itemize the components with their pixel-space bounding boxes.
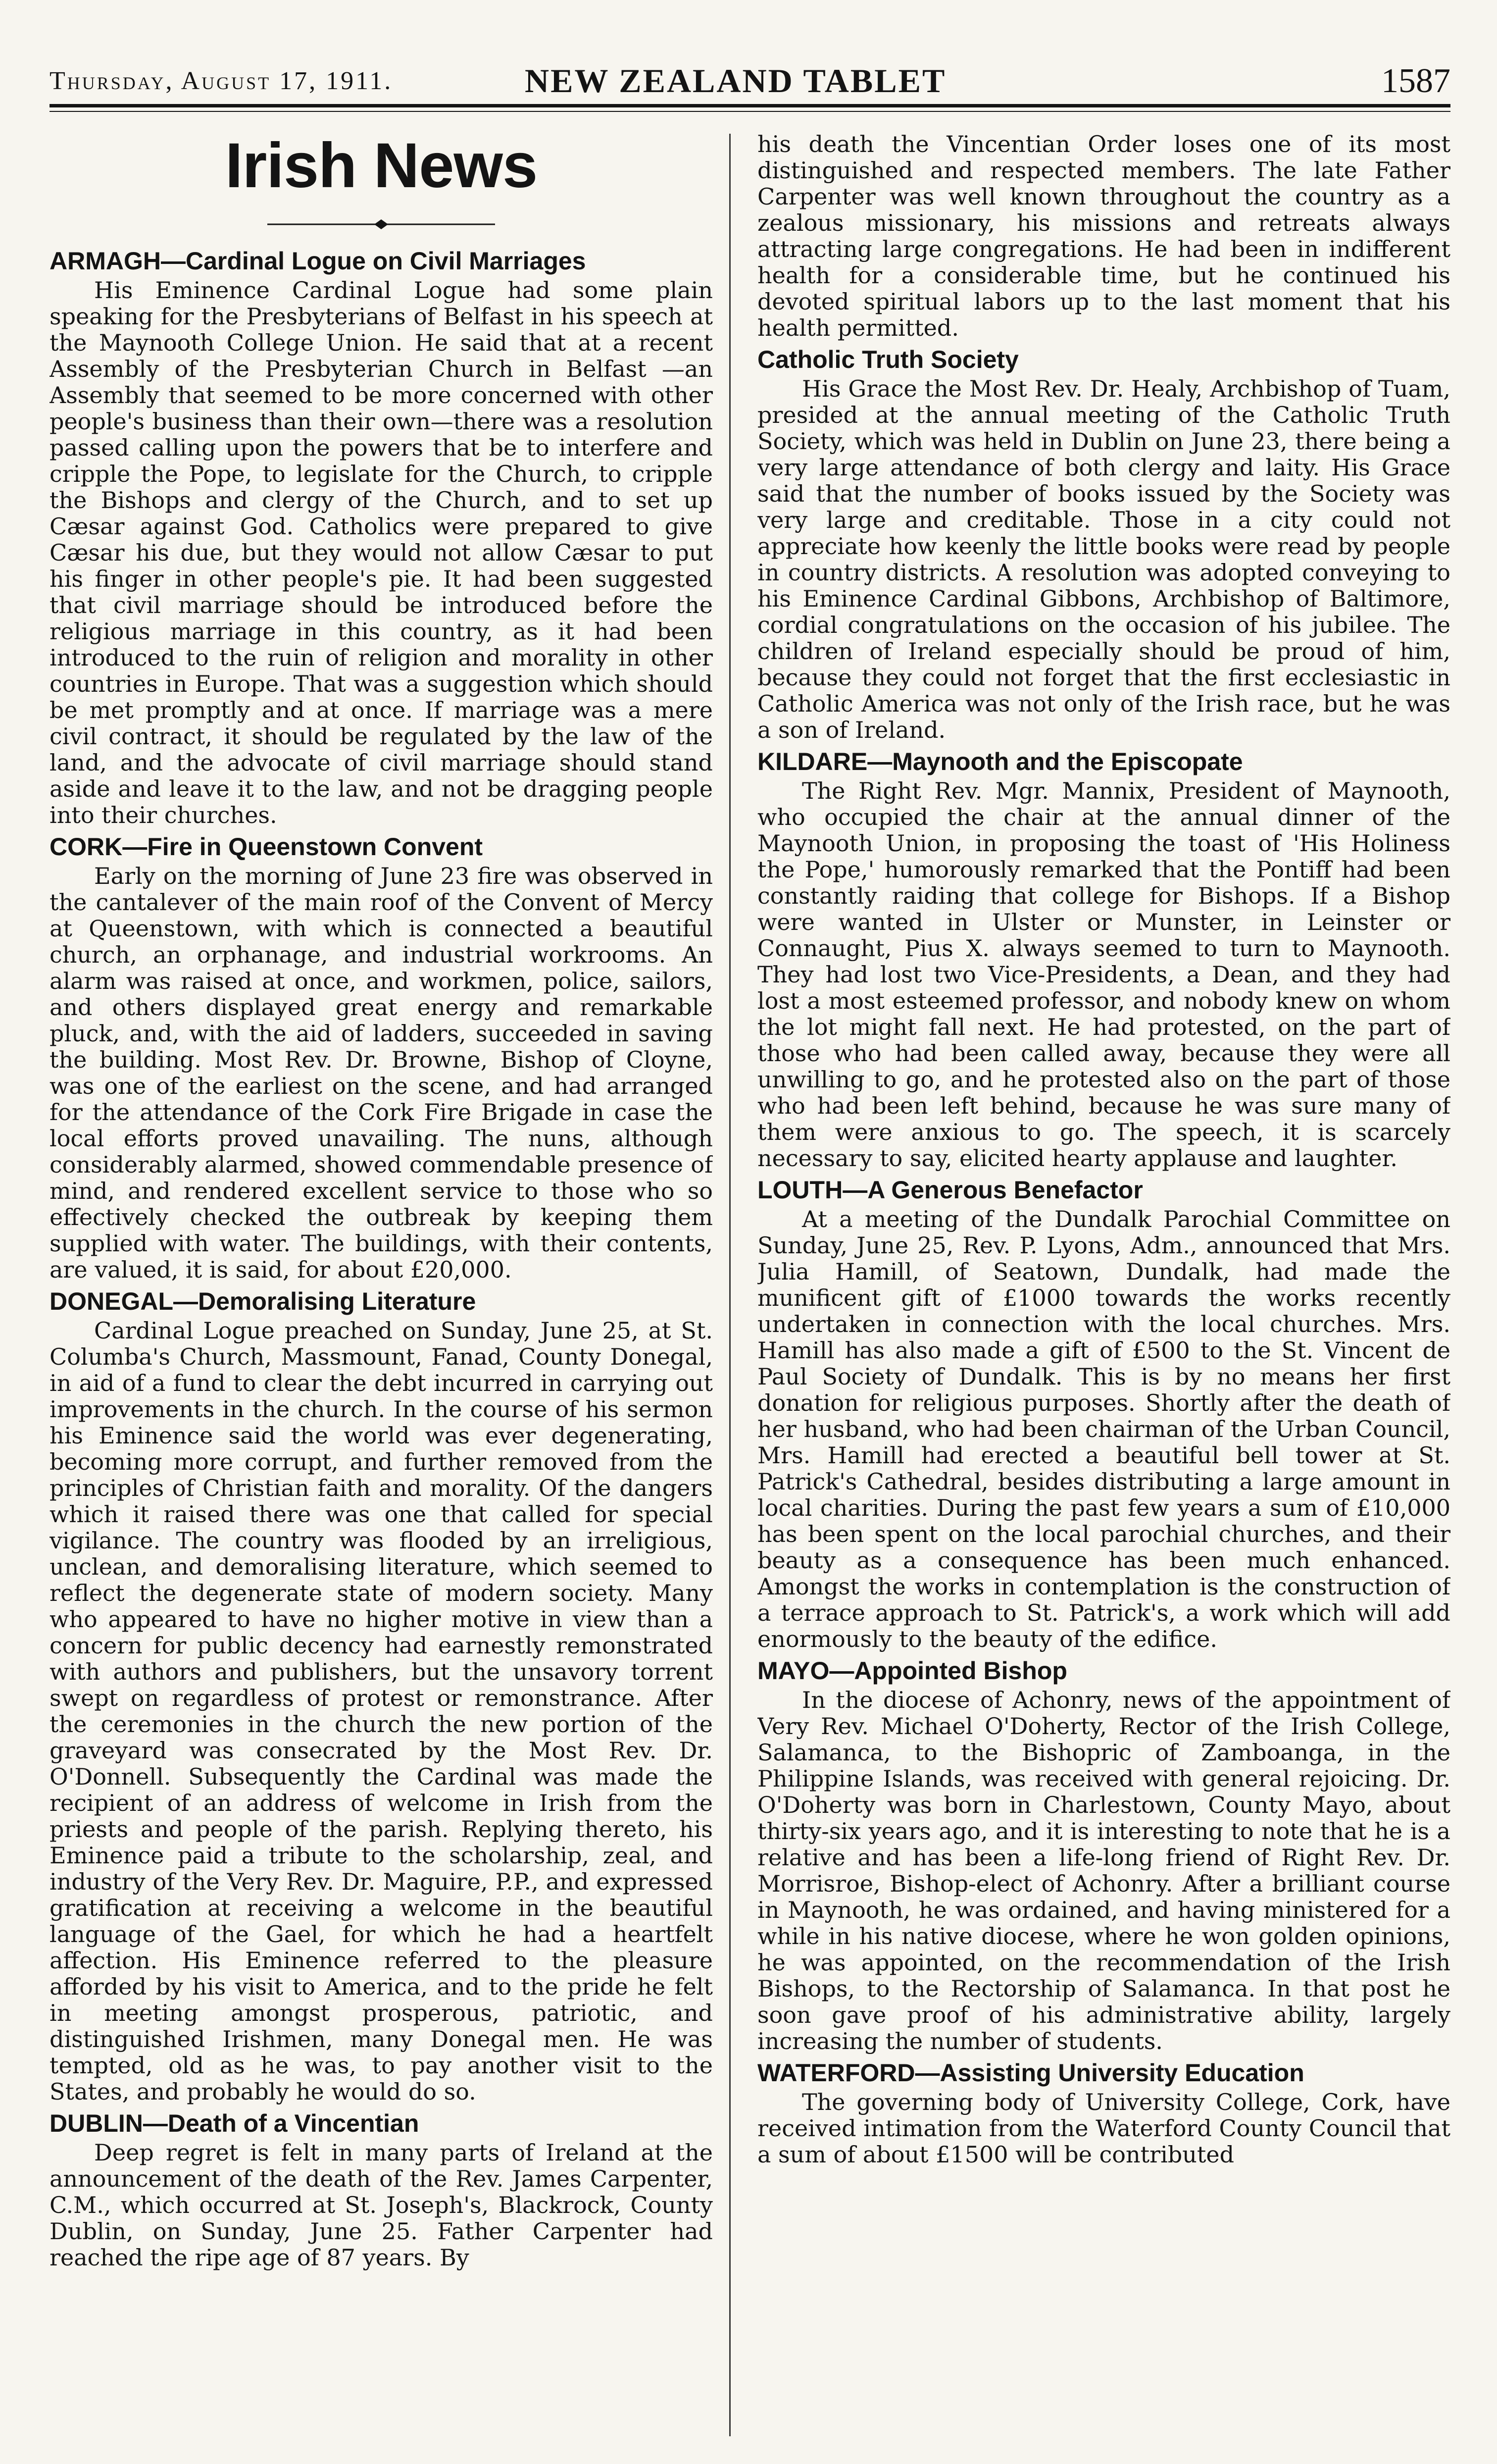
article-heading-donegal: DONEGAL—Demoralising Literature <box>50 1287 476 1315</box>
article-heading-dublin: DUBLIN—Death of a Vincentian <box>50 2109 419 2137</box>
article-body-armagh: His Eminence Cardinal Logue had some plain speaking for the Presbyterians of Belfast in his speech at the Maynooth College Union. He said that at a recent Assembly of the Presbyterian Church in Belfast —an Assembly that seemed to be more concerned with other people's business than their own—there was a resolution passed calling upon the powers that be to interfere and cripple the Pope, to legislate for the Church, to cripple the Bishops and clergy of the Church, and to set up Cæsar against God. Catholics were prepared to give Cæsar his due, but they would not allow Cæsar to put his finger in other people's pie. It had been suggested that civil marriage should be introduced before the religious marriage in this country, as it had been introduced to the ruin of religion and morality in other countries in Europe. That was a suggestion which should be met promptly and at once. If marriage was a mere civil contract, it should be regulated by the law of the land, and the advocate of civil marriage should stand aside and leave it to the law, and not be dragging people into their churches. <box>50 277 713 828</box>
right-column <box>757 131 1450 2449</box>
article-body-waterford: The governing body of University College, Cork, have received intimation from the Waterford County Council that a sum of about £1500 will be contributed <box>757 2089 1450 2168</box>
article-heading-louth: LOUTH—A Generous Benefactor <box>757 1176 1143 1204</box>
masthead <box>50 59 1450 104</box>
article-body-donegal: Cardinal Logue preached on Sunday, June 25, at St. Columba's Church, Massmount, Fanad, County Donegal, in aid of a fund to clear the debt incurred in carrying out improvements in the church. In the course of his sermon his Eminence said the world was ever degenerating, becoming more corrupt, and further removed from the principles of Christian faith and morality. Of the dangers which it raised there was one that called for special vigilance. The country was flooded by an irreligious, unclean, and demoralising literature, which seemed to reflect the degenerate state of modern society. Many who appeared to have no higher motive in view than a concern for public decency had earnestly remonstrated with authors and publishers, but the unsavory torrent swept on regardless of protest or remonstrance. After the ceremonies in the church the new portion of the graveyard was consecrated by the Most Rev. Dr. O'Donnell. Subsequently the Cardinal was made the recipient of an address of welcome in Irish from the priests and people of the parish. Replying thereto, his Eminence paid a tribute to the scholarship, zeal, and industry of the Very Rev. Dr. Maguire, P.P., and expressed gratification at receiving a welcome in the beautiful language of the Gael, for which he had a heartfelt affection. His Eminence referred to the pleasure afforded by his visit to America, and to the pride he felt in meeting amongst prosperous, patriotic, and distinguished Irishmen, many Donegal men. He was tempted, old as he was, to pay another visit to the States, and probably he would do so. <box>50 1317 713 2105</box>
title-ornament <box>50 209 713 236</box>
column-divider <box>729 134 731 2436</box>
article-body-louth: At a meeting of the Dundalk Parochial Committee on Sunday, June 25, Rev. P. Lyons, Adm., announced that Mrs. Julia Hamill, of Seatown, Dundalk, had made the munificent gift of £1000 towards the works recently undertaken in connection with the local churches. Mrs. Hamill has also made a gift of £500 to the St. Vincent de Paul Society of Dundalk. This is by no means her first donation for religious purposes. Shortly after the death of her husband, who had been chairman of the Urban Council, Mrs. Hamill had erected a beautiful bell tower at St. Patrick's Cathedral, besides distributing a large amount in local charities. During the past few years a sum of £10,000 has been spent on the local parochial churches, and their beauty as a consequence has been much enhanced. Amongst the works in contemplation is the construction of a terrace approach to St. Patrick's, a work which will add enormously to the beauty of the edifice. <box>757 1206 1450 1652</box>
article-body-catholic-truth-society: His Grace the Most Rev. Dr. Healy, Archbishop of Tuam, presided at the annual meeting of the Catholic Truth Society, which was held in Dublin on June 23, there being a very large attendance of both clergy and laity. His Grace said that the number of books issued by the Society was very large and creditable. Those in a city could not appreciate how keenly the little books were read by people in country districts. A resolution was adopted conveying to his Eminence Cardinal Gibbons, Archbishop of Baltimore, cordial congratulations on the occasion of his jubilee. The children of Ireland especially should be proud of him, because they could not forget that the first ecclesiastic in Catholic America was not only of the Irish race, but he was a son of Ireland. <box>757 375 1450 743</box>
masthead-rule <box>50 104 1450 107</box>
article-heading-kildare: KILDARE—Maynooth and the Episcopate <box>757 748 1243 775</box>
article-heading-waterford: WATERFORD—Assisting University Education <box>757 2059 1304 2087</box>
masthead-rule-thin <box>50 111 1450 112</box>
left-column <box>50 131 713 2449</box>
publication-name: NEW ZEALAND TABLET <box>525 62 947 100</box>
article-heading-armagh: ARMAGH—Cardinal Logue on Civil Marriages <box>50 247 586 275</box>
issue-date: Thursday, August 17, 1911. <box>50 67 393 95</box>
article-body-kildare: The Right Rev. Mgr. Mannix, President of Maynooth, who occupied the chair at the annual dinner of the Maynooth Union, in proposing the toast of 'His Holiness the Pope,' humorously remarked that the Pontiff had been constantly raiding that college for Bishops. If a Bishop were wanted in Ulster or Munster, in Leinster or Connaught, Pius X. always seemed to turn to Maynooth. They had lost two Vice-Presidents, a Dean, and they had lost a most esteemed professor, and nobody knew on whom the lot might fall next. He had protested, on the part of those who had been called away, because they were all unwilling to go, and he protested also on the part of those who had been left behind, because he was sure many of them were anxious to go. The speech, it is scarcely necessary to say, elicited hearty applause and laughter. <box>757 777 1450 1172</box>
article-body-dublin: Deep regret is felt in many parts of Ireland at the announcement of the death of the Rev. James Carpenter, C.M., which occurred at St. Joseph's, Blackrock, County Dublin, on Sunday, June 25. Father Carpenter had reached the ripe age of 87 years. By <box>50 2139 713 2271</box>
article-body-cork: Early on the morning of June 23 fire was observed in the cantalever of the main roof of the Convent of Mercy at Queenstown, with which is connected a beautiful church, an orphanage, and industrial workrooms. An alarm was raised at once, and workmen, police, sailors, and others displayed great energy and remarkable pluck, and, with the aid of ladders, succeeded in saving the building. Most Rev. Dr. Browne, Bishop of Cloyne, was one of the earliest on the scene, and had arranged for the attendance of the Cork Fire Brigade in case the local efforts proved unavailing. The nuns, although considerably alarmed, showed commendable presence of mind, and rendered excellent service to those who so effectively checked the outbreak by keeping them supplied with water. The buildings, with their contents, are valued, it is said, for about £20,000. <box>50 863 713 1283</box>
page-number: 1587 <box>1381 62 1450 100</box>
ornament-rule-icon <box>262 218 500 230</box>
article-continuation-dublin: his death the Vincentian Order loses one of its most distinguished and respected members. The late Father Carpenter was well known throughout the country as a zealous missionary, his missions and retreats always attracting large congregations. He had been in indifferent health for a considerable time, but he continued his devoted spiritual labors up to the last moment that his health permitted. <box>757 131 1450 341</box>
section-title: Irish News <box>225 131 538 201</box>
article-heading-mayo: MAYO—Appointed Bishop <box>757 1657 1067 1685</box>
article-body-mayo: In the diocese of Achonry, news of the appointment of Very Rev. Michael O'Doherty, Rector of the Irish College, Salamanca, to the Bishopric of Zamboanga, in the Philippine Islands, was received with general rejoicing. Dr. O'Doherty was born in Charlestown, County Mayo, about thirty-six years ago, and it is interesting to note that he is a relative and has been a life-long friend of Right Rev. Dr. Morrisroe, Bishop-elect of Achonry. After a brilliant course in Maynooth, he was ordained, and having ministered for a while in his native diocese, where he won golden opinions, he was appointed, on the recommendation of the Irish Bishops, to the Rectorship of Salamanca. In that post he soon gave proof of his administrative ability, largely increasing the number of students. <box>757 1687 1450 2054</box>
article-heading-catholic-truth-society: Catholic Truth Society <box>757 346 1019 373</box>
article-heading-cork: CORK—Fire in Queenstown Convent <box>50 833 483 861</box>
